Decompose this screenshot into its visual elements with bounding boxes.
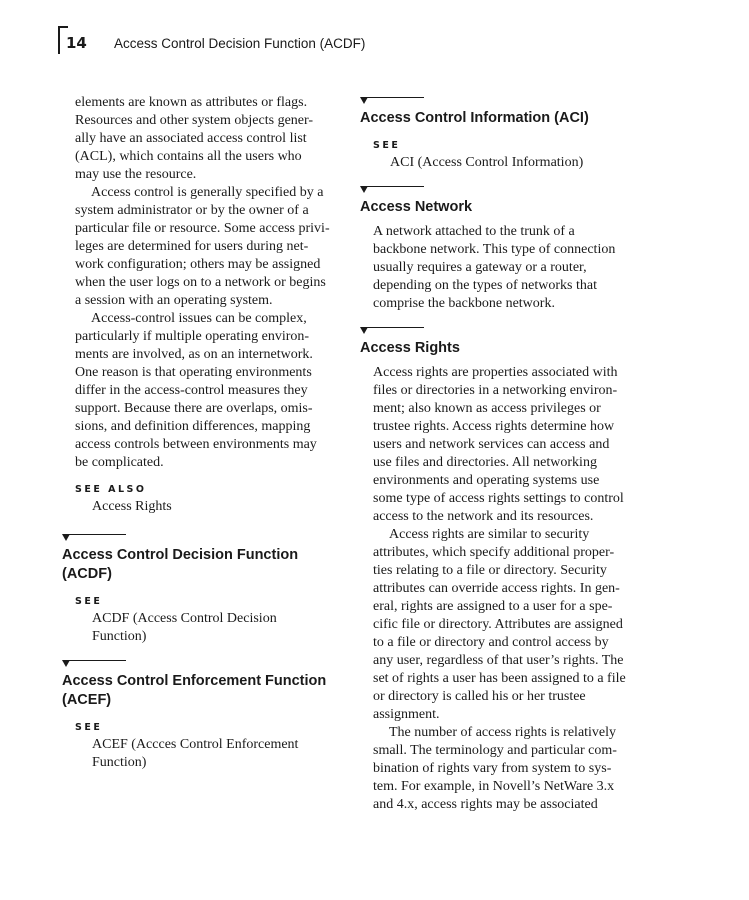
text-line: ments are involved, as on an internetwork. [75, 347, 313, 362]
entry-title-acef [62, 672, 339, 710]
text-line: tem. For example, in Novell’s NetWare 3.x [373, 779, 615, 794]
text-line: backbone network. This type of connection [373, 242, 616, 257]
paragraph-security-attributes [360, 526, 640, 724]
right-column [360, 97, 640, 814]
text-line: ally have an associated access control list [75, 131, 307, 146]
text-line: environments and operating systems use [373, 473, 600, 488]
triangle-marker-icon [62, 660, 70, 667]
text-line: attributes, which specify additional proper- [373, 545, 615, 560]
text-line: One reason is that operating environments [75, 365, 312, 380]
entry-title-line: (ACDF) [62, 566, 112, 582]
entry-marker [360, 327, 640, 335]
text-line: The number of access rights is relatively [389, 725, 617, 740]
page-number: 14 [66, 34, 87, 52]
see-reference-acdf[interactable] [62, 610, 339, 646]
entry-rule-line [64, 660, 126, 661]
text-line: Function) [92, 755, 147, 770]
triangle-marker-icon [360, 186, 368, 193]
text-line: to a file or directory and control access by [373, 635, 609, 650]
paragraph-access-control [62, 184, 339, 310]
text-line: leges are determined for users during net- [75, 239, 309, 254]
text-line: access to the network and its resources. [373, 509, 594, 524]
text-line: assignment. [373, 707, 440, 722]
text-line: access controls between environments may [75, 437, 317, 452]
text-line: particular file or resource. Some access privi- [75, 221, 330, 236]
text-line: A network attached to the trunk of a [373, 224, 575, 239]
text-line: elements are known as attributes or flags. [75, 95, 308, 110]
text-line: usually requires a gateway or a router, [373, 260, 587, 275]
text-line: or directory is called his or her trustee [373, 689, 586, 704]
entry-title-access-network: Access Network [360, 199, 473, 215]
text-line: Access control is generally specified by a [91, 185, 324, 200]
text-line: work configuration; others may be assigned [75, 257, 321, 272]
left-column [62, 94, 339, 772]
text-line: particularly if multiple operating environ- [75, 329, 310, 344]
intro-paragraph [62, 94, 339, 184]
text-line: may use the resource. [75, 167, 197, 182]
text-line: use files and directories. All networking [373, 455, 597, 470]
text-line: ACEF (Accces Control Enforcement [92, 737, 299, 752]
entry-title-aci: Access Control Information (ACI) [360, 110, 589, 126]
text-line: Resources and other system objects gener- [75, 113, 314, 128]
text-line: set of rights a user has been assigned to a file [373, 671, 626, 686]
text-line: some type of access rights settings to control [373, 491, 624, 506]
paragraph-number-of-rights [360, 724, 640, 814]
see-label: SEE [373, 140, 401, 151]
text-line: Access rights are properties associated with [373, 365, 618, 380]
entry-rule-line [362, 186, 424, 187]
see-also-label: SEE ALSO [75, 484, 147, 495]
header-bracket [58, 26, 60, 54]
definition-access-network [360, 223, 640, 313]
text-line: Access rights are similar to security [389, 527, 590, 542]
text-line: be complicated. [75, 455, 164, 470]
see-reference-aci[interactable]: ACI (Access Control Information) [390, 155, 584, 170]
text-line: bination of rights vary from system to sys- [373, 761, 612, 776]
text-line: users and network services can access and [373, 437, 610, 452]
see-also-link[interactable]: Access Rights [92, 499, 172, 514]
entry-title-access-rights: Access Rights [360, 340, 460, 356]
entry-marker [360, 186, 640, 194]
text-line: a session with an operating system. [75, 293, 273, 308]
text-line: ment; also known as access privileges or [373, 401, 601, 416]
text-line: cific file or directory. Attributes are assigned [373, 617, 623, 632]
page-header [58, 26, 698, 54]
see-reference-acef[interactable] [62, 736, 339, 772]
entry-marker [62, 660, 339, 668]
entry-title-line: Access Control Enforcement Function [62, 673, 327, 689]
text-line: (ACL), which contains all the users who [75, 149, 302, 164]
text-line: comprise the backbone network. [373, 296, 555, 311]
triangle-marker-icon [62, 534, 70, 541]
text-line: any user, regardless of that user’s rights. The [373, 653, 624, 668]
text-line: sions, and definition differences, mapping [75, 419, 311, 434]
header-bracket-top [58, 26, 68, 28]
triangle-marker-icon [360, 327, 368, 334]
see-label: SEE [75, 722, 103, 733]
text-line: eral, rights are assigned to a user for a spe- [373, 599, 613, 614]
text-line: and 4.x, access rights may be associated [373, 797, 598, 812]
text-line: small. The terminology and particular com- [373, 743, 617, 758]
running-head: Access Control Decision Function (ACDF) [114, 36, 366, 51]
entry-rule-line [362, 97, 424, 98]
text-line: ties relating to a file or directory. Security [373, 563, 607, 578]
text-line: system administrator or by the owner of a [75, 203, 309, 218]
text-line: files or directories in a networking environ- [373, 383, 618, 398]
text-line: differ in the access-control measures they [75, 383, 308, 398]
text-line: Function) [92, 629, 147, 644]
entry-rule-line [64, 534, 126, 535]
triangle-marker-icon [360, 97, 368, 104]
entry-marker [360, 97, 640, 105]
text-line: attributes can override access rights. In gen- [373, 581, 620, 596]
entry-marker [62, 534, 339, 542]
text-line: when the user logs on to a network or begins [75, 275, 326, 290]
entry-title-line: (ACEF) [62, 692, 112, 708]
paragraph-complex-issues [62, 310, 339, 472]
text-line: ACDF (Access Control Decision [92, 611, 277, 626]
see-label: SEE [75, 596, 103, 607]
text-line: trustee rights. Access rights determine how [373, 419, 615, 434]
text-line: depending on the types of networks that [373, 278, 597, 293]
text-line: support. Because there are overlaps, omis- [75, 401, 313, 416]
entry-rule-line [362, 327, 424, 328]
definition-access-rights [360, 364, 640, 526]
text-line: Access-control issues can be complex, [91, 311, 307, 326]
entry-title-line: Access Control Decision Function [62, 547, 299, 563]
entry-title-acdf [62, 546, 339, 584]
